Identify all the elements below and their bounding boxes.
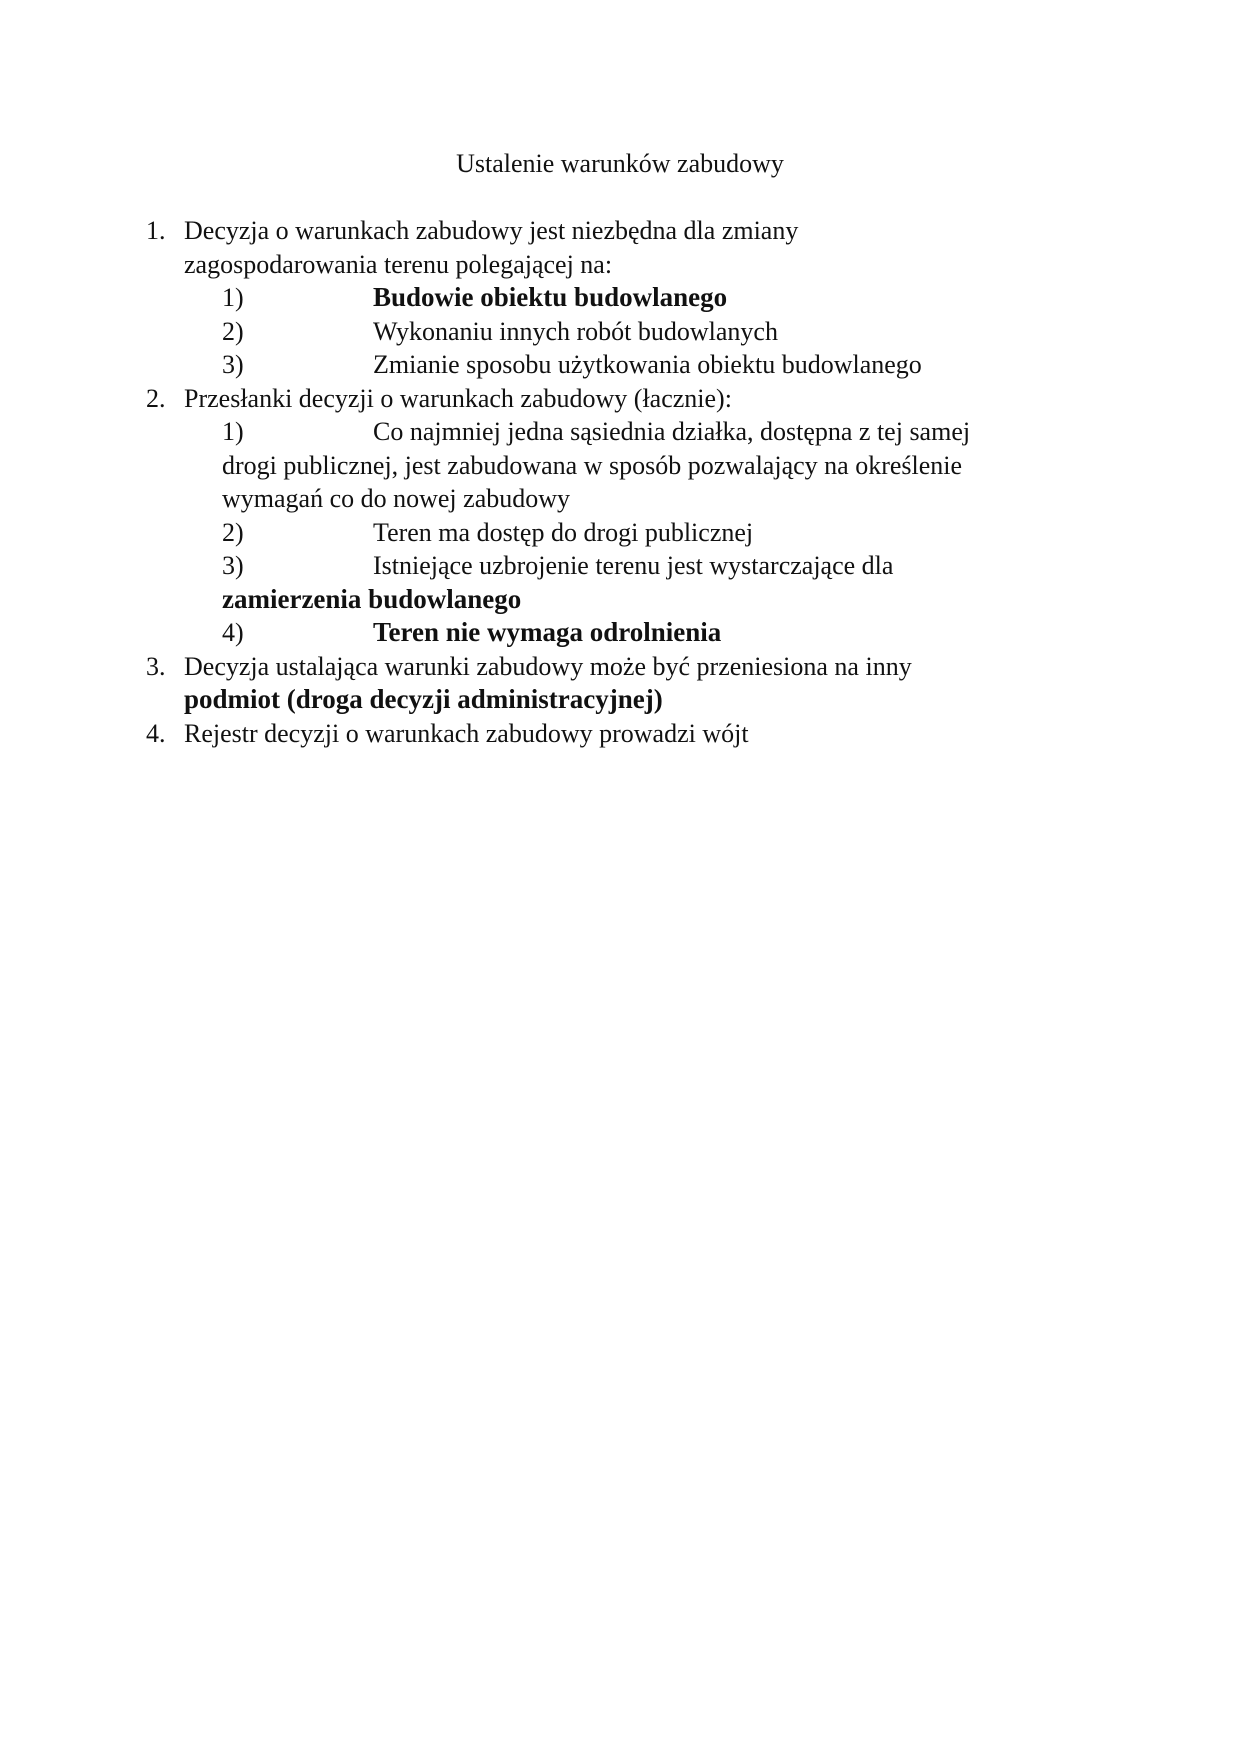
subitem-1-1-number: 1) — [222, 283, 244, 312]
item-4-text: Rejestr decyzji o warunkach zabudowy prowadzi wójt — [184, 718, 749, 748]
item-1-text-cont: zagospodarowania terenu polegającej na: — [184, 249, 613, 279]
subitem-1-3-text: Zmianie sposobu użytkowania obiektu budowlanego — [373, 350, 922, 379]
subitem-2-1-text: Co najmniej jedna sąsiednia działka, dostępna z tej samej — [373, 417, 971, 446]
subitem-2-3-text-cont: zamierzenia budowlanego — [222, 583, 522, 614]
subitem-2-4 — [146, 616, 1066, 650]
numbered-list — [146, 214, 1066, 750]
subitem-2-2-number: 2) — [222, 517, 244, 547]
subitem-2-1-continuation-1 — [146, 449, 1066, 483]
subitem-2-4-number: 4) — [222, 618, 244, 647]
subitem-1-2-number: 2) — [222, 316, 244, 346]
subitem-2-1-text-cont-1: drogi publicznej, jest zabudowana w sposób pozwalający na określenie — [222, 450, 963, 480]
subitem-1-1 — [146, 281, 1066, 315]
item-3-text: Decyzja ustalająca warunki zabudowy może być przeniesiona na inny — [184, 651, 912, 681]
item-2-text: Przesłanki decyzji o warunkach zabudowy (łacznie): — [184, 383, 732, 413]
item-1-text: Decyzja o warunkach zabudowy jest niezbędna dla zmiany — [184, 216, 799, 245]
item-3-text-cont: podmiot (droga decyzji administracyjnej) — [184, 684, 663, 714]
subitem-1-2-text: Wykonaniu innych robót budowlanych — [373, 316, 778, 346]
subitem-2-3-continuation — [146, 583, 1066, 617]
document-title: Ustalenie warunków zabudowy — [456, 149, 784, 178]
subitem-2-3-text: Istniejące uzbrojenie terenu jest wystarczające dla — [373, 551, 894, 580]
list-item-3-continuation — [146, 683, 1066, 717]
list-item-2 — [146, 382, 1066, 416]
subitem-2-2-text: Teren ma dostęp do drogi publicznej — [373, 517, 754, 547]
subitem-2-4-text: Teren nie wymaga odrolnienia — [373, 617, 722, 647]
list-item-1-continuation — [146, 248, 1066, 282]
subitem-2-1-continuation-2 — [146, 482, 1066, 516]
subitem-1-3-number: 3) — [222, 350, 244, 379]
subitem-2-2 — [146, 516, 1066, 550]
list-item-3 — [146, 650, 1066, 684]
subitem-1-2 — [146, 315, 1066, 349]
subitem-1-3 — [146, 348, 1066, 382]
list-item-1 — [146, 214, 1066, 248]
subitem-1-1-text: Budowie obiektu budowlanego — [373, 282, 728, 312]
subitem-2-3 — [146, 549, 1066, 583]
subitem-2-1-text-cont-2: wymagań co do nowej zabudowy — [222, 484, 571, 513]
item-3-number: 3. — [146, 651, 166, 681]
list-item-4 — [146, 717, 1066, 751]
subitem-2-3-number: 3) — [222, 551, 244, 580]
item-2-number: 2. — [146, 383, 166, 413]
subitem-2-1 — [146, 415, 1066, 449]
subitem-2-1-number: 1) — [222, 417, 244, 446]
item-4-number: 4. — [146, 718, 166, 748]
item-1-number: 1. — [146, 216, 166, 245]
